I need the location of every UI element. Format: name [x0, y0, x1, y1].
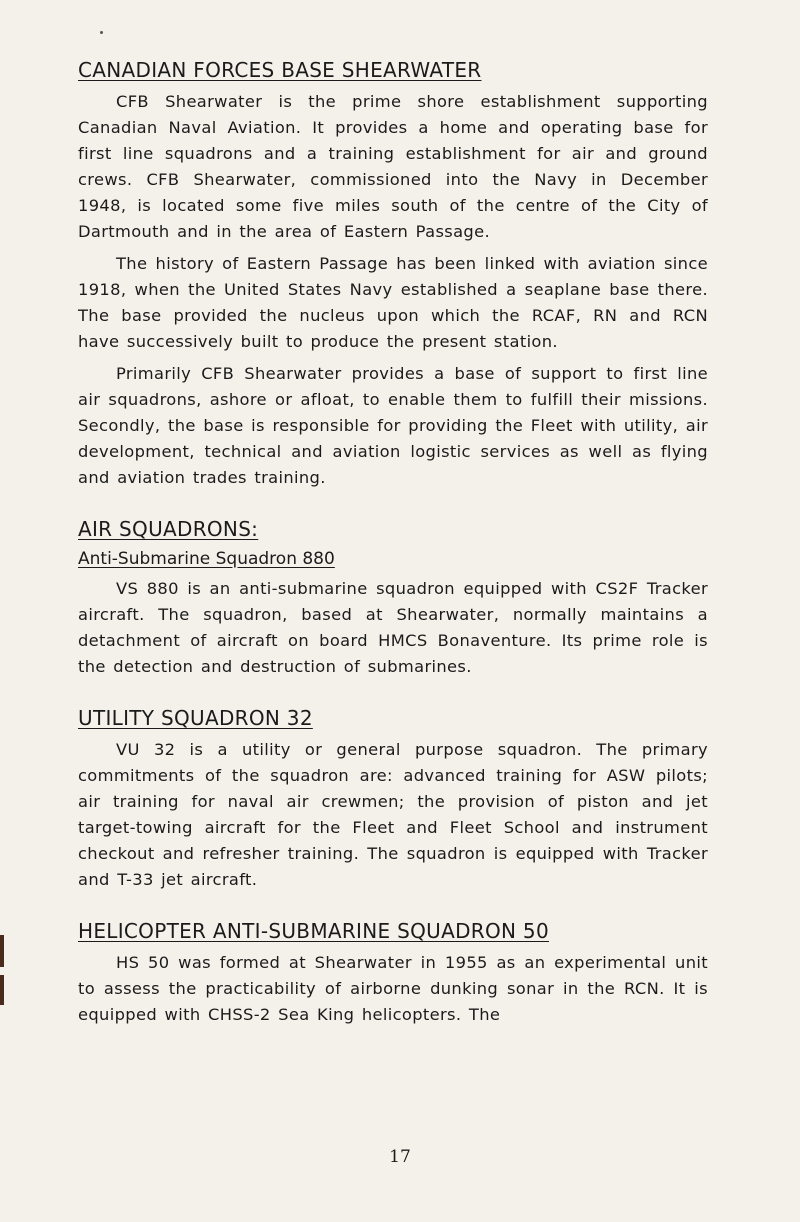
edge-mark: [0, 935, 4, 967]
paragraph: VS 880 is an anti-submarine squadron equipped with CS2F Tracker aircraft. The squadron, based at Shearwater, normally maintains a detachment of aircraft on board HMCS Bonaventure. Its prime role is the detection and destruction of submarines.: [78, 579, 708, 677]
speck-mark: [100, 31, 103, 34]
section-utility-squadron-32: [78, 706, 708, 893]
section-helicopter-squadron-50: [78, 919, 708, 1028]
edge-mark: [0, 975, 4, 1005]
page-number: 17: [389, 1147, 411, 1167]
section-heading: HELICOPTER ANTI-SUBMARINE SQUADRON 50: [78, 919, 549, 944]
section-air-squadrons: [78, 517, 708, 680]
paragraph: VU 32 is a utility or general purpose squadron. The primary commitments of the squadron are: advanced training for ASW pilots; air training for naval air crewmen; the provision of piston and jet target-towing aircraft for the Fleet and Fleet School and instrument checkout and refresher training. The squadron is equipped with Tracker and T-33 jet aircraft.: [78, 740, 708, 890]
page-content: [78, 58, 708, 1054]
paragraph: CFB Shearwater is the prime shore establishment supporting Canadian Naval Aviation. It provides a home and operating base for first line squadrons and a training establishment for air and ground crews. CFB Shearwater, commissioned into the Navy in December 1948, is located some five miles south of the centre of the City of Dartmouth and in the area of Eastern Passage.: [78, 92, 708, 241]
paragraph: The history of Eastern Passage has been linked with aviation since 1918, when the United States Navy established a seaplane base there. The base provided the nucleus upon which the RCAF, RN and RCN have successively built to produce the present station.: [78, 254, 708, 351]
section-heading: AIR SQUADRONS:: [78, 517, 259, 541]
section-heading: UTILITY SQUADRON 32: [78, 706, 313, 731]
paragraph: HS 50 was formed at Shearwater in 1955 as an experimental unit to assess the practicability of airborne dunking sonar in the RCN. It is equipped with CHSS-2 Sea King helicopters. The: [78, 953, 708, 1025]
section-cfb-shearwater: [78, 58, 708, 491]
section-subheading: Anti-Submarine Squadron 880: [78, 549, 335, 569]
paragraph: Primarily CFB Shearwater provides a base of support to first line air squadrons, ashore or afloat, to enable them to fulfill their missions. Secondly, the base is responsible for providing the Fleet with utility, air development, technical and aviation logistic services as well as flying and aviation trades training.: [78, 364, 708, 487]
section-heading: CANADIAN FORCES BASE SHEARWATER: [78, 58, 482, 82]
